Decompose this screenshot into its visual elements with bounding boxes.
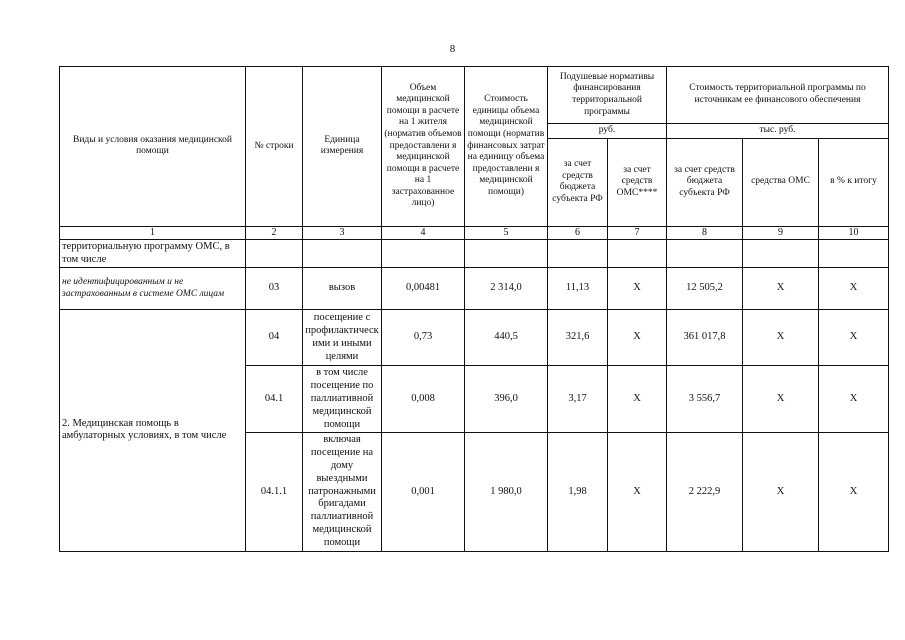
header-cost-group: Стоимость территориальной программы по источникам ее финансового обеспечения	[667, 67, 889, 124]
cell-oms-percapita: X	[608, 433, 667, 551]
cell-volume: 0,73	[382, 310, 465, 366]
cell-budget-cost: 12 505,2	[667, 268, 743, 310]
header-unit-rub: руб.	[548, 124, 667, 139]
cell-percent: X	[819, 310, 889, 366]
cell-line: 04.1	[246, 366, 303, 433]
cell-budget-cost: 2 222,9	[667, 433, 743, 551]
cell-unit: включая посещение на дому выездными патронажными бригадами паллиативной медицинской помощи	[303, 433, 382, 551]
row-label-territorial-program: территориальную программу ОМС, в том числе	[60, 239, 246, 268]
cell-budget-percapita: 11,13	[548, 268, 608, 310]
page-number: 8	[449, 43, 456, 55]
cell-oms-percapita: X	[608, 268, 667, 310]
header-unit-thous: тыс. руб.	[667, 124, 889, 139]
cell-unit: посещение с профилактическ ими и иными целями	[303, 310, 382, 366]
header-line-number: № строки	[246, 67, 303, 227]
cell-line: 04	[246, 310, 303, 366]
cell-oms-cost: X	[743, 268, 819, 310]
cell-percent: X	[819, 433, 889, 551]
col-number: 7	[608, 226, 667, 239]
cell-unit: в том числе посещение по паллиативной медицинской помощи	[303, 366, 382, 433]
cell-line: 03	[246, 268, 303, 310]
col-number: 3	[303, 226, 382, 239]
row-label-outpatient: 2. Медицинская помощь в амбулаторных условиях, в том числе	[60, 310, 246, 551]
table-row	[60, 310, 889, 366]
cell-oms-percapita: X	[608, 366, 667, 433]
header-budget-percapita: за счет средств бюджета субъекта РФ	[548, 138, 608, 226]
col-number: 10	[819, 226, 889, 239]
row-label-uninsured: не идентифицированным и не застрахованным в системе ОМС лицам	[60, 268, 246, 310]
header-volume: Объем медицинской помощи в расчете на 1 жителя (норматив объемов предоставлени я медицинской помощи в расчете на 1 застрахованное лицо)	[382, 67, 465, 227]
header-percent-total: в % к итогу	[819, 138, 889, 226]
cell-percent: X	[819, 366, 889, 433]
cell-cost: 396,0	[465, 366, 548, 433]
cell-cost: 440,5	[465, 310, 548, 366]
cell-oms-cost: X	[743, 366, 819, 433]
col-number: 5	[465, 226, 548, 239]
cell-budget-cost: 3 556,7	[667, 366, 743, 433]
cell-volume: 0,008	[382, 366, 465, 433]
cell-budget-percapita: 1,98	[548, 433, 608, 551]
cell-volume: 0,001	[382, 433, 465, 551]
cell-oms-cost: X	[743, 433, 819, 551]
col-number: 8	[667, 226, 743, 239]
col-number: 6	[548, 226, 608, 239]
cell-line: 04.1.1	[246, 433, 303, 551]
header-oms-percapita: за счет средств ОМС****	[608, 138, 667, 226]
cell-budget-cost: 361 017,8	[667, 310, 743, 366]
table-row	[60, 268, 889, 310]
cell-unit: вызов	[303, 268, 382, 310]
header-oms-cost: средства ОМС	[743, 138, 819, 226]
cell-budget-percapita: 321,6	[548, 310, 608, 366]
header-budget-cost: за счет средств бюджета субъекта РФ	[667, 138, 743, 226]
header-unit: Единица измерения	[303, 67, 382, 227]
header-service-type: Виды и условия оказания медицинской помощи	[60, 67, 246, 227]
header-unit-cost: Стоимость единицы объема медицинской помощи (норматив финансовых затрат на единицу объема предоставлени я медицинской помощи)	[465, 67, 548, 227]
cell-budget-percapita: 3,17	[548, 366, 608, 433]
col-number: 4	[382, 226, 465, 239]
cell-oms-cost: X	[743, 310, 819, 366]
medical-care-table	[59, 66, 889, 552]
cell-cost: 2 314,0	[465, 268, 548, 310]
cell-percent: X	[819, 268, 889, 310]
cell-cost: 1 980,0	[465, 433, 548, 551]
header-percapita-group: Подушевые нормативы финансирования территориальной программы	[548, 67, 667, 124]
cell-volume: 0,00481	[382, 268, 465, 310]
col-number: 1	[60, 226, 246, 239]
col-number: 9	[743, 226, 819, 239]
cell-oms-percapita: X	[608, 310, 667, 366]
col-number: 2	[246, 226, 303, 239]
